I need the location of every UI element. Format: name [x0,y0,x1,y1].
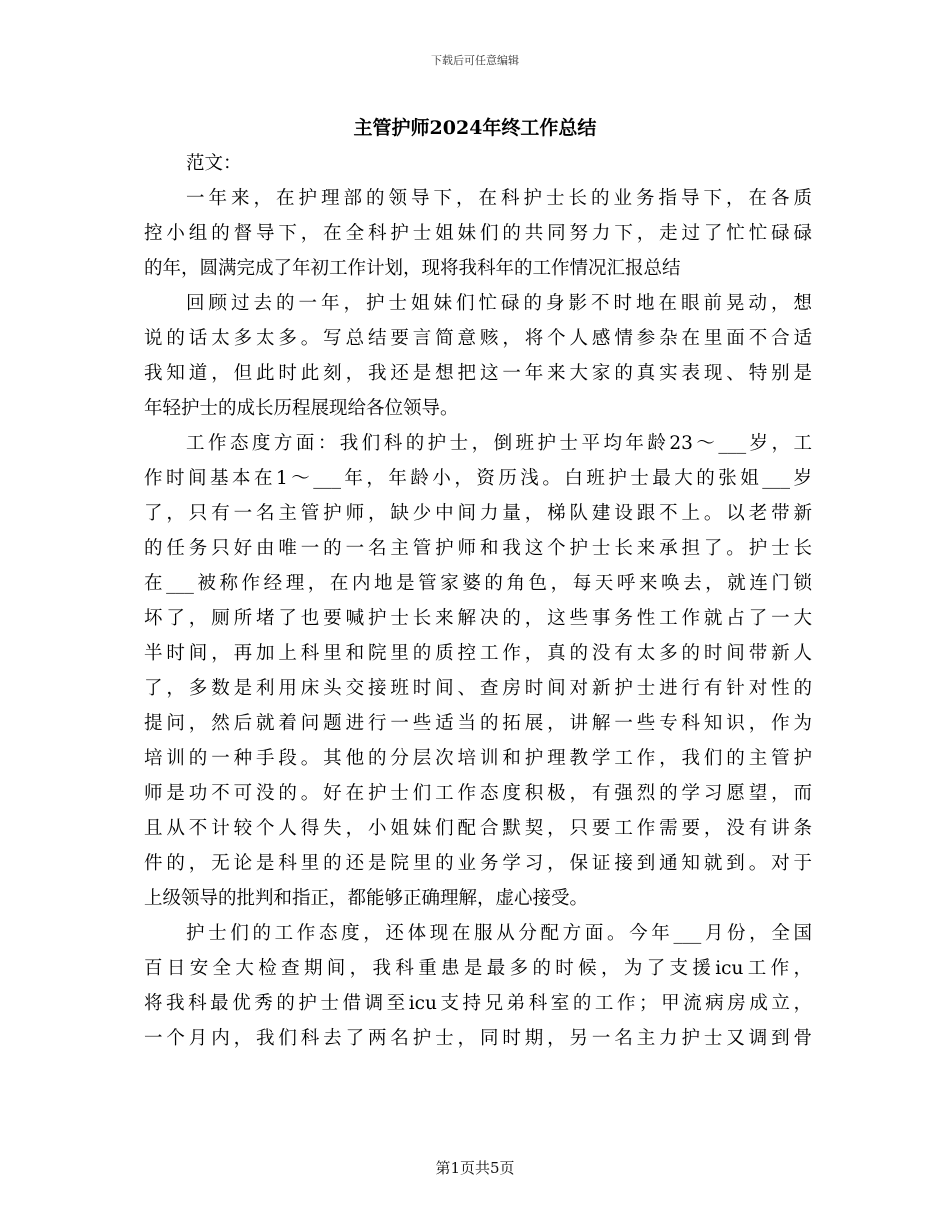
paragraph-line: 培训的一种手段。其他的分层次培训和护理教学工作，我们的主管护 [144,748,812,769]
paragraph-line: 说的话太多太多。写总结要言简意赅，将个人感情参杂在里面不合适 [144,328,812,349]
paragraph [144,426,812,916]
paragraph [144,146,812,181]
paragraph [144,916,812,1056]
paragraph-line: 在___被称作经理，在内地是管家婆的角色，每天呼来唤去，就连门锁 [144,573,812,594]
paragraph-line: 控小组的督导下，在全科护士姐妹们的共同努力下，走过了忙忙碌碌 [144,223,812,244]
paragraph-line: 我知道，但此时此刻，我还是想把这一年来大家的真实表现、特别是 [144,363,812,384]
paragraph-line: 且从不计较个人得失，小姐妹们配合默契，只要工作需要，没有讲条 [144,818,812,839]
paragraph-line: 范文： [186,153,242,174]
paragraph-line: 师是功不可没的。好在护士们工作态度积极，有强烈的学习愿望，而 [144,783,812,804]
paragraph-line: 件的，无论是科里的还是院里的业务学习，保证接到通知就到。对于 [144,853,812,874]
paragraph-line: 一年来，在护理部的领导下，在科护士长的业务指导下，在各质 [186,188,812,209]
paragraph-line: 百日安全大检查期间，我科重患是最多的时候，为了支援icu工作， [144,958,812,979]
paragraph-line: 的年，圆满完成了年初工作计划，现将我科年的工作情况汇报总结 [144,258,681,279]
paragraph [144,181,812,286]
paragraph-line: 作时间基本在1～___年，年龄小，资历浅。白班护士最大的张姐___岁 [144,468,812,489]
paragraph-line: 年轻护士的成长历程展现给各位领导。 [144,398,459,419]
paragraph-line: 护士们的工作态度，还体现在服从分配方面。今年___月份，全国 [186,923,812,944]
paragraph-line: 工作态度方面：我们科的护士，倒班护士平均年龄23～___岁，工 [186,433,812,454]
paragraph-line: 一个月内，我们科去了两名护士，同时期，另一名主力护士又调到骨 [144,1028,812,1049]
document-title: 主管护师2024年终工作总结 [353,117,597,139]
paragraph-line: 了，只有一名主管护师，缺少中间力量，梯队建设跟不上。以老带新 [144,503,812,524]
paragraph-line: 回顾过去的一年，护士姐妹们忙碌的身影不时地在眼前晃动，想 [186,293,812,314]
paragraph-line: 坏了，厕所堵了也要喊护士长来解决的，这些事务性工作就占了一大 [144,608,812,629]
paragraph-line: 上级领导的批判和指正，都能够正确理解，虚心接受。 [144,888,589,909]
paragraph-line: 的任务只好由唯一的一名主管护师和我这个护士长来承担了。护士长 [144,538,812,559]
header-note: 下载后可任意编辑 [431,54,519,67]
paragraph-line: 提问，然后就着问题进行一些适当的拓展，讲解一些专科知识，作为 [144,713,812,734]
paragraph-line: 半时间，再加上科里和院里的质控工作，真的没有太多的时间带新人 [144,643,812,664]
paragraph [144,286,812,426]
page-footer: 第1页共5页 [435,1159,515,1177]
paragraph-line: 了，多数是利用床头交接班时间、查房时间对新护士进行有针对性的 [144,678,812,699]
paragraph-line: 将我科最优秀的护士借调至icu支持兄弟科室的工作；甲流病房成立， [144,993,812,1014]
document-body [144,146,812,1056]
